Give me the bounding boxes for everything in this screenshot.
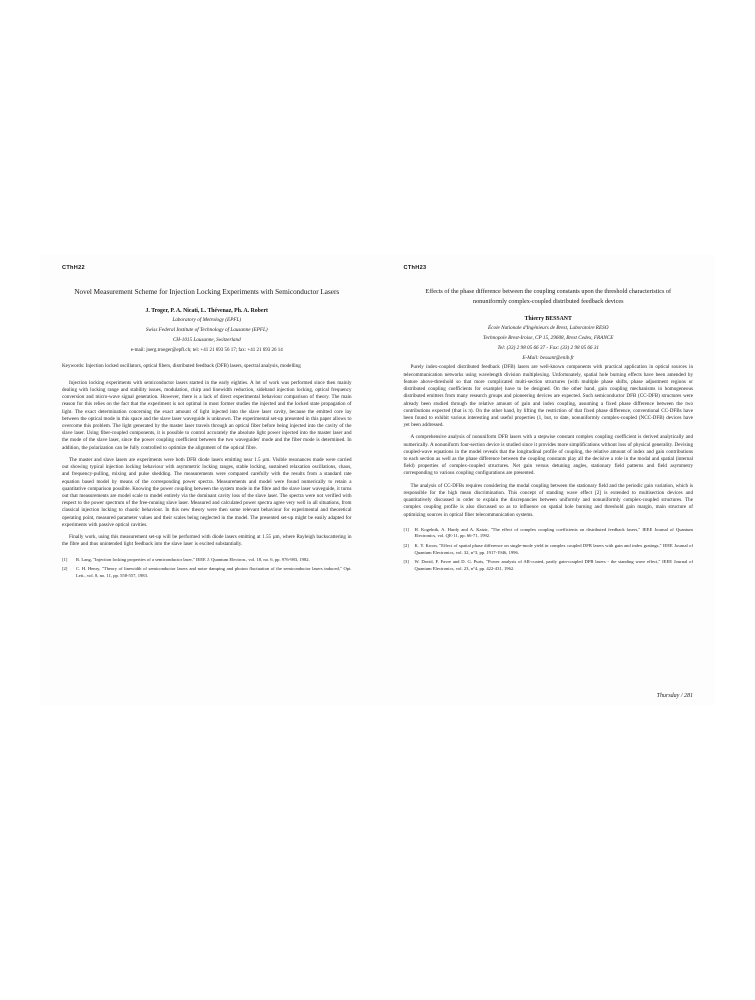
page-footer: Thursday / 281 [656,693,693,699]
affiliation-line: Laboratory of Metrology (EPFL) [172,317,242,324]
reference-list-left [62,557,352,580]
reference-number: [2] [62,566,68,572]
affiliation-line: E-Mail: bessant@enib.fr [522,354,575,361]
reference-text: K. Y. Kwon, "Effect of spatial phase difference on single-mode yield in complex coupled DFB lasers with gain and index gratings," IEEE Journal of Quantum Electronics, vol. 32, n°3, pp. 1917-1946, 1996. [414,543,693,555]
body-paragraph: Purely index-coupled distributed feedback (DFB) lasers are well-known components with practical application in optical sources in telecommunication networks using wavelength division multiplexing. Unfortunately, spatial hole burning effects have been amended by feature above-threshold so that more complicated multi-section structures (with multiple phase shifts, phase adjustment regions or distributed coupling coefficients for example) have to be designed. On the other hand, gain coupling mechanisms in homogeneous distributed emitters from many research groups and pioneering devices are expected. Such semiconductor DFB (CC-DFB) structures were already been studied through the relative amount of gain and index coupling, assuming a fixed phase difference between the two contributions expected (that is π). On the other hand, by lifting the restriction of that fixed phase difference, conventional CC-DFBs have been found to exhibit various interesting and useful properties (1, but, to date, nonuniformly complex-coupled (NCC-DFB) devices have yet been addressed. [403,364,693,429]
session-code-right: CThH23 [403,265,427,271]
reference-number: [1] [62,556,68,562]
scanned-digest-spread [40,255,715,705]
affiliation-line: Swiss Federal Institute of Technology of Lausanne (EPFL) [145,326,268,333]
reference-number: [2] [403,543,409,549]
body-paragraph: A comprehensive analysis of nonuniform DFB lasers with a stepwise constant complex coupling coefficient is derived analytically and numerically. A nonuniform four-section device is studied since it provides more simplifications without loss of physical generality. Devising coupled-wave equations in the model reveals that the longitudinal profile of coupling, the relative amount of index and gain contributions to each section as well as the phase difference between the coupling constants play all the decisive a role in the modal and spatial (internal field) properties of complex-coupled structures. Net gain versus detuning angles, stationary field patterns and field asymmetry corresponding to various coupling configurations are presented. [403,434,693,477]
reference-item [62,566,352,579]
session-code-left: CThH22 [62,265,85,271]
reference-item [404,527,694,540]
body-paragraph: Finally work, using this measurement set-up will be performed with diode lasers emitting at 1.55 µm, where Rayleigh backscattering in the fibre and thus unintended light feedback into the slave laser is excited substantially. [62,534,352,548]
affiliation-line: CH-1015 Lausanne, Switzerland [172,336,241,343]
reference-text: C. H. Henry, "Theory of linewidth of semiconductor lasers and noise damping and photon fluctuation of the semiconductor lasers induced," Opt. Lett., vol. 8, no. 11, pp. 558-557, 1983. [76,566,352,578]
reference-item [404,559,694,572]
reference-number: [1] [403,526,409,532]
paper-title-left: Novel Measurement Scheme for Injection Locking Experiments with Semiconductor Lasers [74,288,340,296]
reference-text: R. Lang, "Injection locking properties of a semiconductor laser," IEEE J. Quantum Electron., vol. 18, no. 6, pp. 976-983, 1982. [76,556,310,562]
body-paragraph: The master and slave lasers are experiments were both DFB diode lasers emitting near 1.5 µm. Visible resonances made were carried out showing typical injection locking behaviour with asymmetric locking ranges, stable locking, sustained relaxation oscillations, chaos, and frequency-pulling, mixing and pulse shedding. The measurements were compared carefully with the results from a standard rate equation based model by means of the corresponding power spectra. Measurements and model were found numerically to retain a quantitative comparison possible. Knowing the power coupling between the system mode in the fibre and the slave laser waveguide, it turns out that measurements are model scale to model entirely via the dominant cavity loss of the slave laser. The spectra were not verified with respect to the power spectrum of the free-running slave laser. Measured and calculated power spectra agree very well in all situations, from classical injection locking to chaotic behaviour. In this new theory were then some relevant behaviour for experimental and theoretical operating point, measured parameter values and their scales being neglected in the model. The presented set-up might be easily adapted for experiments with passive optical cavities. [62,456,352,528]
reference-text: H. Kogelnik, A. Hardy and A. Katzir, "The effect of complex coupling coefficients on distributed feedback lasers," IEEE Journal of Quantum Electronics, vol. QE-11, pp. 66-71, 1992. [414,526,693,539]
reference-list-right [404,527,694,573]
affiliation-line: Technopole Brest-Iroise, CP 15, 29608, Brest Cedex, FRANCE [483,335,614,342]
affiliation-line: École Nationale d'Ingénieurs de Brest, Laboratoire RESO [488,325,609,332]
affiliation-line: Tel: (33) 2 98 05 66 37 - Fax: (33) 2 98 05 66 31 [497,344,600,351]
reference-text: W. David, F. Favre and D. G. Puris, "Power analysis of AR-coated, partly gain-coupled DFB lasers - the standing wave effect," IEEE Journal of Quantum Electronics, vol. 23, n°4, pp. 422-431, 1962. [414,559,693,572]
reference-number: [3] [403,559,409,565]
author-list-left: J. Troger, P. A. Nicati, L. Thévenaz, Ph. A. Robert [145,308,268,315]
right-page [378,255,716,705]
body-paragraph: The analysis of CC-DFBs requires considering the modal coupling between the stationary field and the periodic gain variation, which is responsible for the high mean discrimination. This concept of standing wave effect [2] is extended to multisection devices and quantitatively discussed in order to explain the discrepancies between uniformly and nonuniformly complex-coupled structures. The complex coupling profile is also discussed so as to influence on spatial hole burning and threshold gain margin, main structure of optimizing sources in optical fiber telecommunication systems. [403,482,693,518]
author-list-right: Thierry BESSANT [524,316,572,323]
paper-title-right: Effects of the phase difference between the coupling constants upon the threshold characteristics of nonuniformly complex-coupled distributed feedback devices [425,288,672,305]
contact-line: e-mail: joerg.troeger@epfl.ch; tel: +41 21 693 56 17; fax: +41 21 693 26 14 [130,347,283,353]
keywords-line: Keywords: Injection locked oscillators, optical fibers, distributed feedback (DFB) lasers, spectral analysis, modelling [62,363,301,370]
reference-item [404,543,694,556]
reference-item [62,557,352,564]
left-page [40,255,378,705]
body-paragraph: Injection locking experiments with semiconductor lasers started in the early eighties. A lot of work was performed since then mainly dealing with locking range and stability issues, modulation, chirp and linewidth reduction, sideband injection locking, optical frequency conversion and micro-wave signal generation. However, there is a lack of direct experimental behaviour comparison of theory. The main reason for this relies on the fact that the experiment is not optimal in most former studies the injected and the locked state propagation of light. The exact determination concerning the exact amount of light injected into the slave laser cavity, because the emitted core lay between the optical mode in this space and the slave laser waveguide is unknown. The experimental set-up presented in this paper allows to overcome this problem. The light generated by the master laser travels through an optical fiber before being injected into the cavity of the slave laser. Using fiber-coupled components, it is possible to control accurately the absolute light power injected into the master laser and the mode of the slave laser, since the power coupling coefficient between the two waveguides' mode and the fiber mode is determined. In addition, the polarization can be fully controlled to optimize the alignment of the optical fibre. [62,379,352,451]
